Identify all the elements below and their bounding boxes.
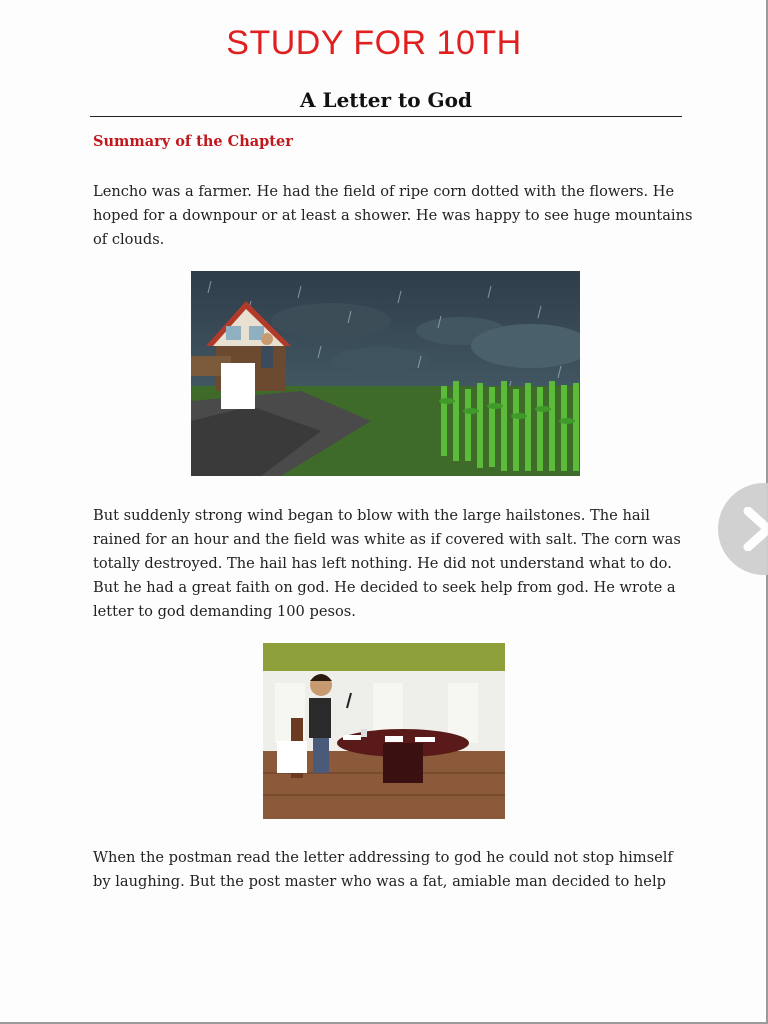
farm-rain-illustration [191, 271, 580, 476]
app-header-title: STUDY FOR 10TH [226, 24, 522, 62]
title-divider [90, 116, 682, 117]
document-title: A Letter to God [300, 88, 472, 112]
paragraph-1: Lencho was a farmer. He had the field of ripe corn dotted with the flowers. He hoped for a downpour or at least a shower. He was happy to see huge mountains of clouds. [93, 183, 693, 248]
chevron-right-icon [740, 507, 768, 551]
paragraph-3: When the postman read the letter addressing to god he could not stop himself by laughing. But the post master who was a fat, amiable man decided to help [93, 849, 673, 890]
paragraph-2: But suddenly strong wind began to blow with the large hailstones. The hail rained for an hour and the field was white as if covered with salt. The corn was totally destroyed. The hail has left nothing. He did not understand what to do. But he had a great faith on god. He decided to seek help from god. He wrote a letter to god demanding 100 pesos. [93, 507, 681, 620]
section-heading: Summary of the Chapter [93, 133, 293, 150]
letter-writing-illustration [263, 643, 505, 819]
